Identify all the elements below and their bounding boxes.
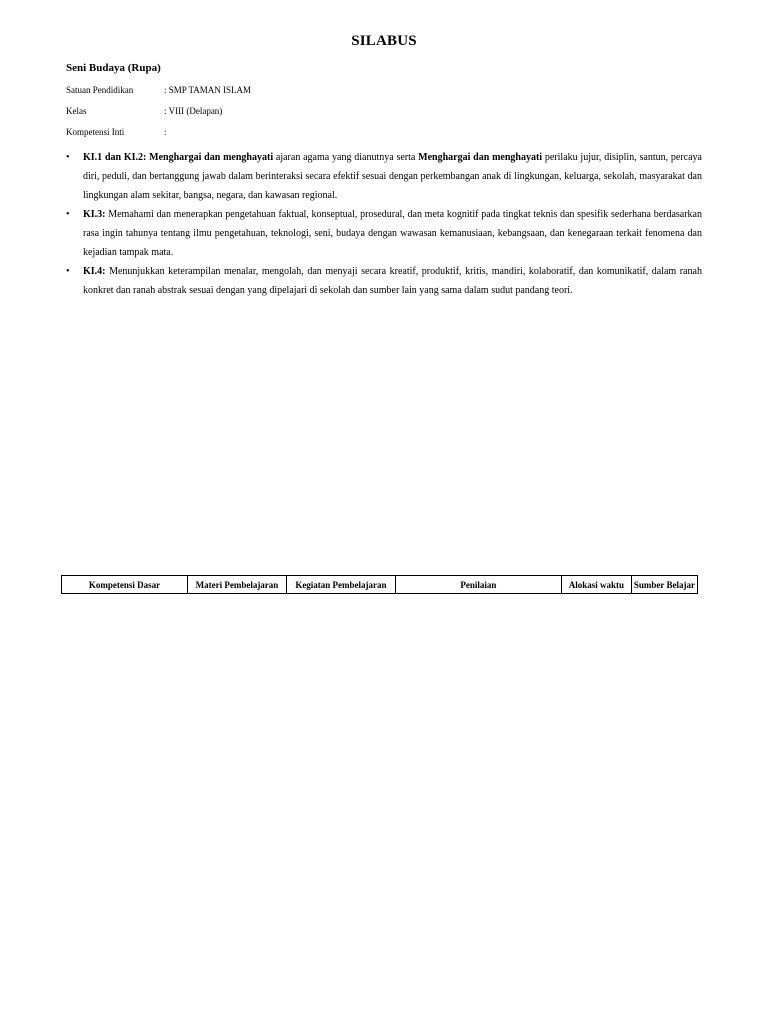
bullet-icon: • (66, 209, 70, 220)
info-value: : (164, 127, 167, 137)
info-row-satuan-pendidikan (66, 85, 251, 95)
header-alokasi-waktu: Alokasi waktu (561, 576, 631, 594)
ki-item-3 (66, 205, 702, 262)
bullet-icon: • (66, 266, 70, 277)
ki-text-bold: Menghargai dan menghayati (418, 152, 543, 163)
bullet-icon: • (66, 152, 70, 163)
kompetensi-inti-list (66, 148, 702, 300)
header-kegiatan-pembelajaran: Kegiatan Pembelajaran (286, 576, 395, 594)
info-label: Satuan Pendidikan (66, 85, 134, 95)
ki-text: Menunjukkan keterampilan menalar, mengolah, dan menyaji secara kreatif, produktif, kritis, mandiri, kolaboratif, dan komunikatif, dalam ranah konkret dan ranah abstrak sesuai dengan yang dipelajari di sekolah dan sumber lain yang sama dalam sudut pandang teori. (83, 266, 702, 296)
subject-heading: Seni Budaya (Rupa) (66, 62, 161, 74)
ki-text: perilaku jujur, disiplin, santun, percaya diri, peduli, dan bertanggung jawab dalam berinteraksi secara efektif sesuai dengan perkembangan anak di lingkungan, keluarga, sekolah, masyarakat dan lingkungan alam sekitar, bangsa, negara, dan kawasan regional. (83, 152, 702, 201)
ki-item-4 (66, 262, 702, 300)
document-title: SILABUS (351, 33, 417, 49)
header-kompetensi-dasar: Kompetensi Dasar (62, 576, 188, 594)
info-value: : SMP TAMAN ISLAM (164, 85, 252, 95)
info-value: : VIII (Delapan) (164, 106, 223, 116)
info-row-kelas (66, 106, 222, 116)
header-materi-pembelajaran: Materi Pembelajaran (187, 576, 286, 594)
ki-text-bold: KI.1 dan KI.2: Menghargai dan menghayati (83, 152, 274, 163)
header-sumber-belajar: Sumber Belajar (631, 576, 697, 594)
info-label: Kompetensi Inti (66, 127, 125, 137)
header-penilaian: Penilaian (395, 576, 561, 594)
syllabus-table (61, 575, 698, 594)
ki-text-bold: KI.3: (83, 209, 106, 220)
ki-text: Memahami dan menerapkan pengetahuan faktual, konseptual, prosedural, dan meta kognitif pada tingkat teknis dan spesifik sederhana berdasarkan rasa ingin tahunya tentang ilmu pengetahuan, teknologi, seni, budaya dengan wawasan kemanusiaan, kebangsaan, dan kenegaraan terkait fenomena dan kejadian tampak mata. (83, 209, 702, 258)
ki-text: ajaran agama yang dianutnya serta (273, 152, 419, 163)
ki-text-bold: KI.4: (83, 266, 106, 277)
table-header-row (62, 576, 698, 594)
ki-item-1-2 (66, 148, 702, 205)
info-row-kompetensi-inti (66, 127, 167, 137)
info-label: Kelas (66, 106, 87, 116)
